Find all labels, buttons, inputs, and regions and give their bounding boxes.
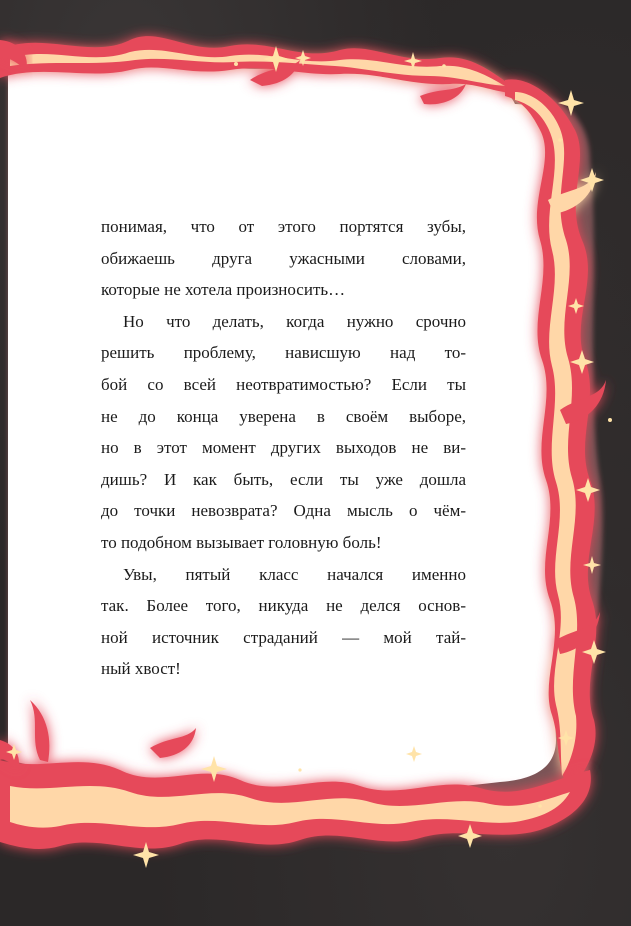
text-line: не до конца уверена в своём выборе, — [101, 406, 466, 426]
text-line: ный хвост! — [101, 659, 181, 679]
text-line: до точки невозврата? Одна мысль о чём- — [101, 501, 466, 521]
text-line: то подобном вызывает головную боль! — [101, 532, 382, 552]
text-line: так. Более того, никуда не делся основ- — [101, 596, 466, 616]
text-line: которые не хотела произносить… — [101, 280, 346, 300]
text-line: Но что делать, когда нужно срочно — [123, 311, 466, 331]
text-line: понимая, что от этого портятся зубы, — [101, 217, 466, 236]
body-text — [101, 211, 466, 685]
text-line: но в этот момент других выходов не ви- — [101, 438, 466, 458]
text-line: решить проблему, нависшую над то- — [101, 343, 466, 363]
text-line: Увы, пятый класс начался именно — [123, 564, 466, 584]
text-line: обижаешь друга ужасными словами, — [101, 248, 466, 268]
paragraph — [101, 559, 466, 685]
text-line: дишь? И как быть, если ты уже дошла — [101, 469, 466, 489]
paragraph — [101, 211, 466, 306]
paragraph — [101, 306, 466, 559]
text-line: ной источник страданий — мой тай- — [101, 627, 466, 647]
text-line: бой со всей неотвратимостью? Если ты — [101, 374, 466, 394]
